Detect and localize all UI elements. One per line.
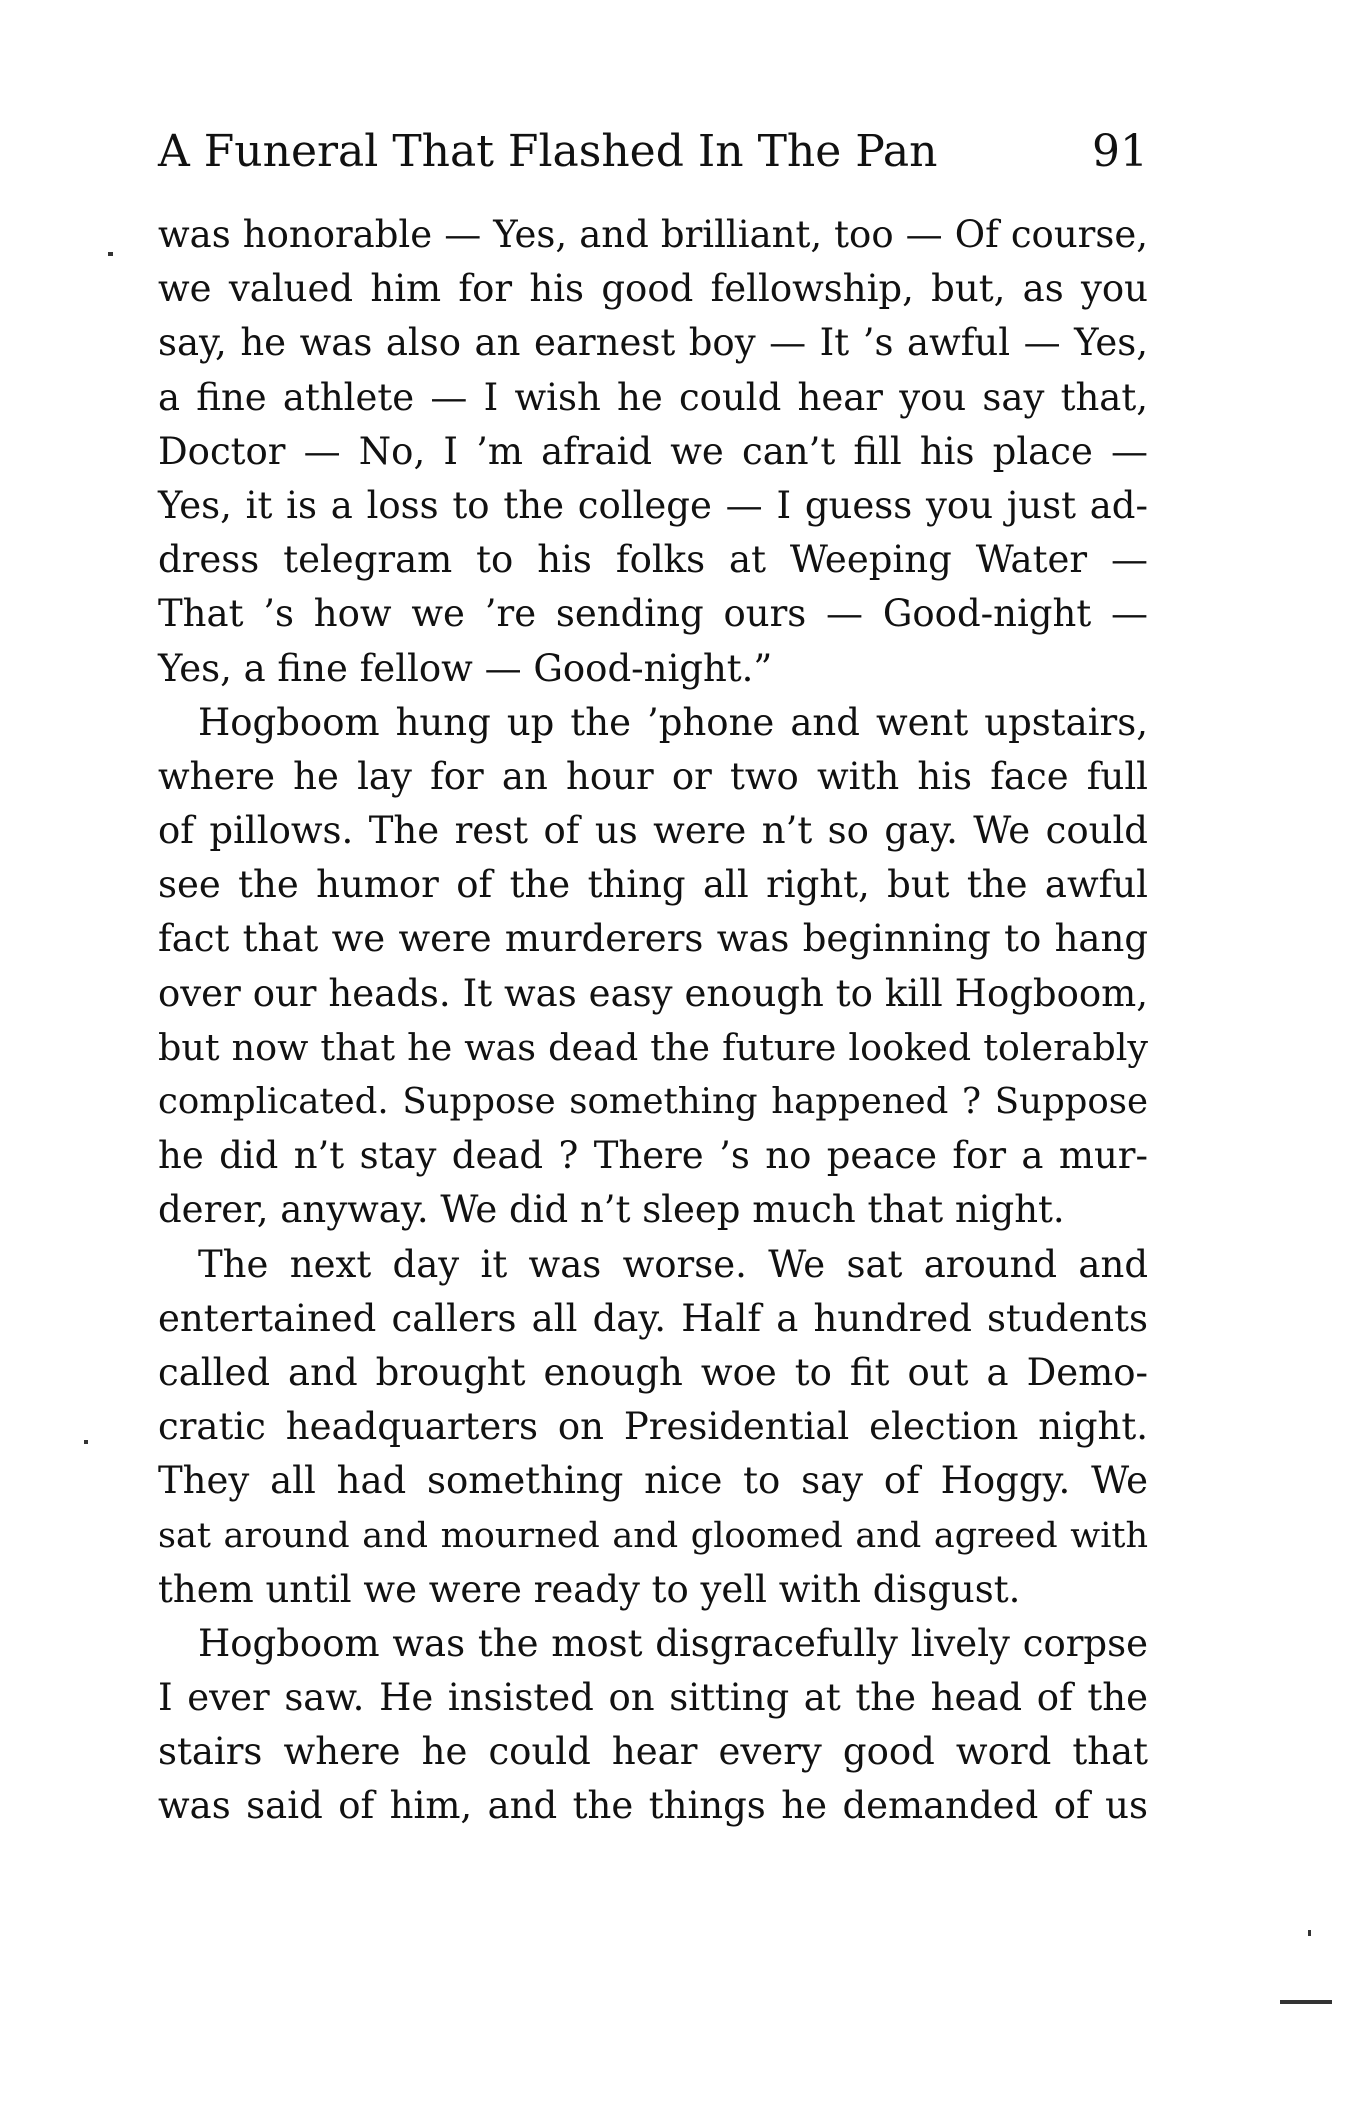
text-line: of pillows. The rest of us were n’t so gay. We could <box>158 809 1148 853</box>
text-line: Doctor — No, I ’m afraid we can’t fill his place — <box>158 429 1148 473</box>
ink-speck <box>84 1440 88 1444</box>
text-line: cratic headquarters on Presidential election night. <box>158 1405 1148 1449</box>
text-line: I ever saw. He insisted on sitting at the head of the <box>158 1676 1148 1720</box>
text-line: them until we were ready to yell with disgust. <box>158 1567 1021 1611</box>
text-line: over our heads. It was easy enough to kill Hogboom, <box>158 971 1148 1015</box>
text-line: sat around and mourned and gloomed and agreed with <box>158 1515 1148 1556</box>
text-line: The next day it was worse. We sat around and <box>198 1242 1148 1286</box>
text-line: Hogboom was the most disgracefully lively corpse <box>198 1621 1148 1665</box>
text-line: derer, anyway. We did n’t sleep much that night. <box>158 1188 1065 1232</box>
text-line: was said of him, and the things he demanded of us <box>158 1784 1148 1828</box>
chapter-title: A Funeral That Flashed In The Pan <box>158 126 938 177</box>
text-line: a fine athlete — I wish he could hear you say that, <box>158 375 1148 419</box>
paragraph <box>158 696 1148 1238</box>
text-line: fact that we were murderers was beginning to hang <box>158 917 1148 961</box>
ink-smudge <box>1280 2000 1332 2004</box>
text-line: we valued him for his good fellowship, but, as you <box>158 267 1148 311</box>
text-line: where he lay for an hour or two with his face full <box>158 754 1148 798</box>
paragraph <box>158 1238 1148 1617</box>
text-line: see the humor of the thing all right, but the awful <box>158 863 1148 907</box>
text-line: Yes, it is a loss to the college — I guess you just ad- <box>158 483 1148 527</box>
text-line: but now that he was dead the future looked tolerably <box>158 1025 1148 1069</box>
ink-speck <box>108 252 113 256</box>
text-line: That ’s how we ’re sending ours — Good-night — <box>158 592 1148 636</box>
text-line: Yes, a fine fellow — Good-night.” <box>158 646 773 690</box>
text-line: They all had something nice to say of Hoggy. We <box>158 1459 1148 1503</box>
text-line: he did n’t stay dead ? There ’s no peace for a mur- <box>158 1134 1148 1178</box>
text-line: complicated. Suppose something happened ? Suppose <box>158 1081 1148 1122</box>
text-line: was honorable — Yes, and brilliant, too — Of course, <box>158 213 1148 256</box>
running-head <box>158 122 1148 182</box>
text-line: Hogboom hung up the ’phone and went upstairs, <box>198 700 1148 744</box>
ink-speck <box>1308 1930 1311 1936</box>
page-number: 91 <box>1092 126 1148 177</box>
text-line: stairs where he could hear every good word that <box>158 1730 1148 1774</box>
paragraph <box>158 208 1148 696</box>
text-line: say, he was also an earnest boy — It ’s awful — Yes, <box>158 321 1148 365</box>
text-line: entertained callers all day. Half a hundred students <box>158 1296 1148 1340</box>
text-line: dress telegram to his folks at Weeping Water — <box>158 538 1148 582</box>
paragraph <box>158 1617 1148 1834</box>
body-text <box>158 208 1148 1834</box>
text-line: called and brought enough woe to fit out a Demo- <box>158 1350 1148 1394</box>
